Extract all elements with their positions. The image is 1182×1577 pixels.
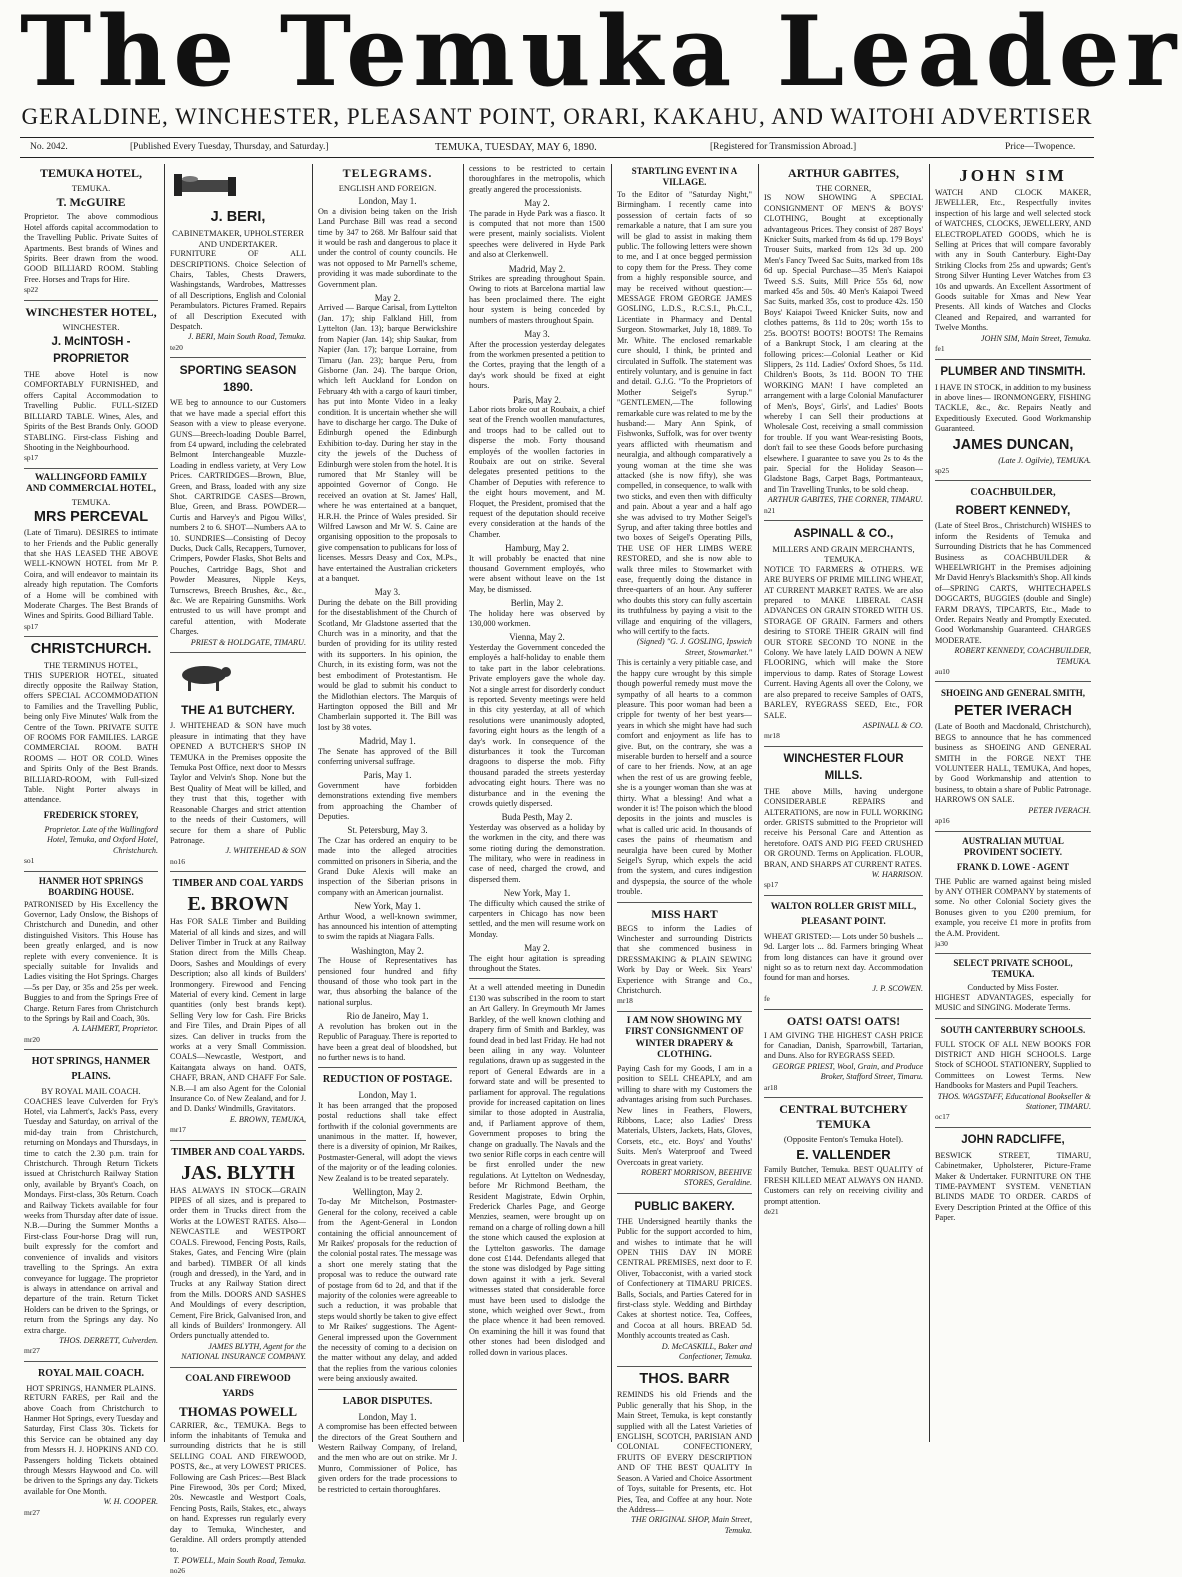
advert-code: ja30 (935, 938, 948, 948)
dateline: New York, May 1. (503, 888, 571, 899)
separator (170, 357, 306, 358)
advert-heading: JOHN SIM (959, 166, 1067, 185)
advert-body: (Late of Timaru). DESIRES to intimate to her Friends and the Public generally that she HAS LEASED THE ABOVE WELL-KNOWN HOTEL from Mr P. Coira, and will endeavor to maintain its already high reputation. The Comforts of a Home will be combined with Moderate Charges. The Best Brands of Wines and Spirits. Good Billiard Table. (24, 528, 158, 621)
advert-code: ap16 (935, 816, 950, 826)
news-paragraph: It will probably be enacted that nine thousand Government employés, who were absent without leave on the 1st May, be dismissed. (469, 553, 605, 594)
separator (935, 681, 1091, 682)
advert-code: mr20 (24, 1034, 40, 1044)
advert-subheading: WINCHESTER. (62, 321, 120, 332)
advert-code: n21 (764, 505, 776, 515)
news-paragraph: The Czar has ordered an enquiry to be made into the alleged atrocities committed on prisoners in Siberia, and the Grand Duke Alexis will make an inspection of the Siberian prisons in company with an American journalist. (318, 835, 457, 897)
advert-heading: WINCHESTER FLOUR MILLS. (783, 752, 904, 782)
separator (617, 1011, 752, 1012)
section-heading: LABOR DISPUTES. (342, 1395, 433, 1407)
dateline: Madrid, May 2. (508, 263, 566, 274)
column-divider (312, 164, 313, 1442)
advert-subheading: TEMUKA. (71, 183, 111, 193)
separator (764, 1009, 923, 1010)
advert-heading: SPORTING SEASON 1890. (179, 363, 297, 395)
news-paragraph: Government have forbidden demonstrations extending five members from approaching the Chamber of Deputies. (318, 780, 457, 821)
news-paragraph: cessions to be restricted to certain thoroughfares in the metropolis, which greatly angered the processionists. (469, 164, 605, 194)
separator (764, 746, 923, 747)
advert-robert-kennedy (935, 485, 1091, 677)
advert-amp-society (935, 836, 1091, 950)
dateline: New York, May 1. (354, 901, 421, 912)
advert-arthur-gabites (764, 166, 923, 516)
advert-body: THE Undersigned heartily thanks the Public for the support accorded to him, and wishes to intimate that he will OPEN THIS DAY IN MORE CENTRAL PREMISES, next door to F. Oliver, Tobacconist, with a varied stock of Confectionery at TIMARU PRICES. Balls, Socials, and Parties Catered for in first-class style. Wedding and Birthday Cakes at shortest notice. Tea, Coffees, and Cocoa at all hours. BREAD 5d. Monthly accounts treated as Cash. (617, 1216, 752, 1341)
advert-heading: WALLINGFORD FAMILY AND COMMERCIAL HOTEL, (25, 472, 157, 494)
separator (170, 1140, 306, 1141)
news-paragraph: Strikes are spreading throughout Spain. Owing to riots at Barcelona martial law has been proclaimed there. The eight hour system is being conceded by numbers of masters throughout Spain. (469, 274, 605, 325)
advert-code: fe (764, 994, 770, 1004)
dateline: May 3. (524, 329, 550, 340)
article-signature: (Signed) "G. J. GOSLING, Ipswich Street, Stowmarket." (636, 637, 752, 657)
price: Price—Twopence. (1005, 142, 1076, 152)
advert-hanmer-coaches (24, 1054, 158, 1357)
advert-subheading: THE TERMINUS HOTEL, (43, 660, 139, 671)
advert-code: mr18 (617, 996, 633, 1006)
advert-body: IS NOW SHOWING A SPECIAL CONSIGNMENT OF MEN'S & BOYS' CLOTHING, Bought at exceptionally advantageous Prices. They consist of 287 Boys' Knicker Suits, marked from 4s 6d up. 179 Boys' Trouser Suits, marked from 12s 3d up. 200 Men's Fancy Tweed Sac Suits, marked from 18s 6d up. Special Purchase—35 Men's Kaiapoi Tweed S.S. Suits, Mill Price 55s 6d, now marked 45s and 50s. 40 Men's Kaiapoi Tweed Sac Suits, marked 35s, cost to produce 42s. 150 Boys' Kaiapoi Tweed Knicker Suits, now and clothes patterns, 8s 11d to 20s; worth 15s to 25s. BOOTS! BOOTS! BOOTS! The Remains of a Bankrupt Stock, I am clearing at the following prices:—Colonial Leather or Kid Slippers, 2s 11d. Ladies' Oxford Shoes, 5s 11d. Children's Boots, 3s 11d. BOON TO THE WORKING MAN! I have completed an arrangement with a large Colonial Manufacturer of Men's, Boys', Girls', and Ladies' Boots whereby I can Sell their productions at Wholesale Cost, receiving a small commission for trouble. If you want Wear-resisting Boots, don't fail to see these Goods before purchasing elsewhere. I guarantee to save you 2s to 4s the pair. Special for the Holiday Season—Gladstone Bags, Carpet Bags, Portmanteaux, and Tin Travelling Trunks, to be sold cheap. (764, 193, 923, 494)
advertiser-name: JAMES DUNCAN, (952, 436, 1074, 453)
advert-code: sp17 (24, 621, 39, 631)
advert-hanmer-boarding-house (24, 876, 158, 1046)
separator (469, 978, 605, 979)
advert-heading: CENTRAL BUTCHERY TEMUKA (779, 1102, 908, 1132)
advert-peter-iverach (935, 686, 1091, 826)
advert-code: sp25 (935, 465, 950, 475)
advert-winter-drapery (617, 1016, 752, 1189)
advert-body: THE Public are warned against being misled by ANY OTHER COMPANY by statements of some. No other Colonial Society gives the Bonuses given to you £200 premium, for example, you receive £1 more in profits from the A.M. Provident. (935, 876, 1091, 938)
advert-code: so1 (24, 856, 35, 866)
dateline: London, May 1. (358, 196, 417, 207)
advert-code: mr18 (764, 731, 780, 741)
article-body: To the Editor of "Saturday Night," Birmingham. I recently came into possession of certain facts of so remarkable a nature, that I am sure you will be glad to assist in making them public. The following letters were shown to me, and I at once begged permission to copy them for the Press. They come from a highly responsible source, and may be received without question:— MESSAGE FROM GEORGE JAMES GOSLING, L.D.S., R.C.S.I., Ph.C.I., Licentiate in Pharmacy and Dental Surgeon. Stowmarket, July 18, 1889. To Mr. White. The enclosed remarkable cure should, I think, be printed and circulated in Suffolk. The statement was entirely voluntary, and is genuine in fact and detail. G.J.G. "To the Proprietors of Mother Seigel's Syrup." "GENTLEMEN,—The following remarkable cure was related to me by the husband:— Mary Ann Spink, of Fishwonks, Suffolk, was for over twenty years afflicted with rheumatism and neuralgia, and although comparatively a young woman at the time she was attacked (she is now fifty), she was compelled, in consequence, to walk with two sticks, and even then with difficulty and pain. About a year and a half ago she was advised to try Mother Seigel's Syrup, and after taking three bottles and two boxes of Seigel's Operating Pills, THE USE OF HER LIMBS WERE RESTORED, and she is now able to walk three miles to Stowmarket with ease, frequently doing the distance in three-quarters of an hour. Any sufferer who doubts this story can fully ascertain its truthfulness by paying a visit to the village and enquiring of the villagers, who will certify to the facts. (617, 190, 752, 637)
separator (617, 1366, 752, 1367)
advert-body: WATCH AND CLOCK MAKER, JEWELLER, Etc., Respectfully invites inspection of his large and well selected stock of WATCHES, CLOCKS, JEWELLERY, AND ELECTROPLATED GOODS, which he is Selling at Prices that will compare favorably with any in South Canterbury. Eight-Day Striking Clocks from 25s and upwards; Gent's Strong Silver Hunting Lever Watches from £3 10s and upwards. An Excellent Assortment of Goods suitable for Xmas and New Year Presents. All kinds of Watches and Clocks Cleaned and Repaired, and warranted for Twelve Months. (935, 188, 1091, 333)
advert-winchester-flour-mills (764, 751, 923, 891)
advert-subheading: THE CORNER, (815, 183, 872, 193)
separator (617, 1193, 752, 1194)
column-2 (170, 164, 306, 1576)
column-divider (758, 164, 759, 1442)
advert-signature: PRIEST & HOLDGATE, TIMARU. (190, 637, 306, 647)
advert-body: THE above Hotel is now COMFORTABLY FURNISHED, and offers Capital Accommodation to Travelling Public. FULL-SIZED BILLIARD TABLE. Wines, Ales, and Spirits of the Best Brands Only. GOOD STABLING. First-class Fishing and Shooting in the Neighbourhood. (24, 370, 158, 452)
advert-signature: W. H. COOPER. (103, 1497, 158, 1507)
news-paragraph: Arthur Wood, a well-known swimmer, has announced his intention of attempting to swim the rapids at Niagara Falls. (318, 911, 457, 942)
advert-body: WE beg to announce to our Customers that we have made a special effort this Season with a view to please everyone. GUNS—Breech-loading Double Barrel, from £4 upward, including the celebrated Belmont Interchangeable Muzzle-Loading in endless variety, at Very Low Prices. CARTRIDGES—Brown, Blue, Green, and Brass, loaded with any size Shot. CARTRIDGE CASES—Brown, Blue, Green, and Brass. POWDER—Curtis and Harvey's and Pigou Wilks', numbers 2 to 6. SHOT—Numbers AA to 10. SUNDRIES—Consisting of Decoy Ducks, Duck Calls, Recappers, Turnover, Crimpers, Powder Flasks, Shot Belts and Pouches, Cartridge Bags, Shot and Powder Measures, Nipple Keys, Turnscrews, Breech Brushes, &c., &c., &c. We are Repairing Gunsmiths. Work entrusted to us will have prompt and careful attention, with Moderate Charges. (170, 398, 306, 637)
separator (170, 871, 306, 872)
advert-body: (Late of Booth and Macdonald, Christchurch), BEGS to announce that he has commenced business as SHOEING AND GENERAL SMITH in the FORGE NEXT THE VOLUNTEER HALL, TEMUKA, And hopes, by Good Workmanship and attention to business, to obtain a share of Public Patronage. HARROWS ON SALE. (935, 722, 1091, 805)
advert-body: THE above Mills, having undergone CONSIDERABLE REPAIRS and ALTERATIONS, are now in FULL WORKING order. GRISTS submitted to the Proprietor will receive his Personal Care and Attention as heretofore. OATS AND PIG FEED CRUSHED OR GROUND. Terms on Application. FLOUR, BRAN, AND SHARPS AT CURRENT RATES. (764, 786, 923, 869)
news-paragraph: The eight hour agitation is spreading throughout the States. (469, 953, 605, 974)
dateline: Vienna, May 2. (509, 632, 565, 643)
bed-illustration-icon (170, 168, 240, 200)
dateline: May 2. (524, 198, 550, 209)
advert-private-school (935, 958, 1091, 1013)
advertiser-name: ROBERT KENNEDY, (955, 503, 1071, 518)
masthead-bottom-rule (20, 157, 1094, 158)
advert-signature: E. BROWN, TEMUKA, (229, 1114, 306, 1124)
dateline: May 2. (374, 293, 401, 304)
article-body: This is certainly a very pitiable case, and the happy cure wrought by this simple though powerful remedy must move the sympathy of all hearts to a common pleasure. This poor woman had been a cripple for twenty of her best years—years in which she might have had such comfort and enjoyment as life has to give. But, on the contrary, she was a miserable burden to herself and a source of care to her friends. Now, at an age when the rest of us are growing feeble, she is a younger woman than she was at thirty. What a blessing! And what a wonder it is! The poison which the blood deposits in the joints and muscles is what is called uric acid. In thousands of cases the pains of rheumatism and neuralgia have been cured by Mother Seigel's Syrup, which expels the acid from the system, and cures indigestion and dyspepsia, the source of the whole trouble. (617, 658, 752, 897)
news-paragraph: Labor riots broke out at Roubaix, a chief seat of the French woollen manufactures, and troops had to be called out to disperse the mob. Forty thousand employés of the woollen factories in Roubaix are out on strike. Several delegates presented petitions to the Chamber of Deputies with reference to the eight hours movement, and M. Floquet, the President, promised that the request of the deputation should receive every consideration at the hands of the Chamber. (469, 404, 605, 539)
advert-royal-mail-coach (24, 1366, 158, 1518)
advert-heading: TIMBER AND COAL YARDS (172, 878, 304, 890)
advert-signature: J. BERI, Main South Road, Temuka. (187, 332, 306, 342)
advert-signature: JOHN SIM, Main Street, Temuka. (980, 333, 1091, 343)
advert-body: HIGHEST ADVANTAGES, especially for MUSIC and SINGING. Moderate Terms. (935, 992, 1091, 1013)
advert-thos-barr (617, 1371, 752, 1536)
advert-signature: ROBERT KENNEDY, COACHBUILDER, TEMUKA. (954, 646, 1091, 666)
advert-heading: PLUMBER AND TINSMITH. (940, 365, 1086, 378)
advert-body: I HAVE IN STOCK, in addition to my business in above lines— IRONMONGERY, FISHING TACKLE, &c., &c. Repairs Neatly and Expeditiously Executed. Good Workmanship Guaranteed. (935, 382, 1091, 434)
news-paragraph: Yesterday the Government conceded the employés a half-holiday to enable them to take part in the labor celebrations. Private employers gave the whole day. Not a single arrest for disorderly conduct is reported. Seventy meetings were held in this city yesterday, at all of which resolutions were unanimously adopted, favoring eight hours as the length of a day's work. In consequence of the disturbances it took the Turcoman dragoons to disperse the mob. Fifty thousand paraded the streets yesterday advocating eight hours. There was no disturbance and in the evening the crowds quietly dispersed. (469, 642, 605, 808)
advert-central-butchery (764, 1102, 923, 1217)
news-paragraph: A compromise has been effected between the directors of the Great Southern and Western Railway Company, of Ireland, and the men who are out on strike. Mr J. Munro, Commissioner of Police, has given orders for the trade processions to be restricted to certain thoroughfares. (318, 1422, 457, 1494)
advert-signature: W. HARRISON. (871, 869, 923, 879)
advert-body: Has FOR SALE Timber and Building Material of all kinds and sizes, and will Deliver Timber in Truck at any Railway Station direct from the Mills Cheap. Doors, Sashes and Mouldings of every Description; also all kinds of Builders' Ironmongery. Firewood and Fencing Material of every kind. Cement in large quantities (only best brands kept). Selling Very low for Cash. Fire Bricks and Fire Tiles, and Drain Pipes of all sizes. Can deliver in trucks from the works at a very Small Commission. COALS—Newcastle, Westport, and Kaitangata always on hand. OATS, CHAFF, BRAN, AND CHAFF For Sale. N.B.—I am also Agent for the Colonial Insurance Co. of New Zealand, and for J. and D. Danks' Windmills, Gravitators. (170, 917, 306, 1114)
advert-code: mr27 (24, 1346, 40, 1356)
column-divider (929, 164, 930, 1442)
separator (617, 902, 752, 903)
news-paragraph: Yesterday was observed as a holiday by the workmen in the city, and there was some rioting during the demonstration. The military, who were in readiness in case of need, charged the crowd, and dispersed them. (469, 822, 605, 884)
advert-signature: (Late J. Ogilvie), TEMUKA. (998, 455, 1091, 465)
separator (24, 468, 158, 469)
advert-signature: THE ORIGINAL SHOP, Main Street, Temuka. (631, 1515, 752, 1535)
advert-body: HAS ALWAYS IN STOCK—GRAIN PIPES of all sizes, and is prepared to order them in Trucks direct from the Works at the LOWEST RATES. Also—NEWCASTLE and WESTPORT COALS. Firewood, Fencing Posts, Rails, Stakes, Gates, and Fencing Wire (plain and barbed). TIMBER Of all kinds (rough and dressed), in the Yard, and in Trucks at any Railway Station direct from the Mills. DOORS AND SASHES And Mouldings of every description, Cement, Fire Brick, Galvanised Iron, and all kinds of Builders' Ironmongery. All Orders punctually attended to. (170, 1185, 306, 1341)
news-paragraph: Arrived — Barque Carisal, from Lyttelton (Jan. 17); ship Falkland Hill, from Lyttelton (Jan. 13); barque Berwickshire from Napier (Jan. 14); ship Saukar, from Napier (Jan. 17); barque Lorraine, from Timaru (Jan. 23); barque Peru, from Gisborne (Jan. 24). The barque Orion, which left Auckland for London on February 4th with a cargo of kauri timber, has put into Monte Video in a leaky condition. It is uncertain whether she will have to discharge her cargo. The Duke of Edinburgh opened the Edinburgh Exhibition to-day. During her stay in the city the jewels of the Duchess of Edinburgh were stolen from the hotel. It is rumored that Mr Stanley will be appointed Governor of Congo. He received an ovation at St. James' Hall, where he was entertained at a banquet, H.R.H. the Prince of Wales presided. Sir Wilfred Lawson and Mr W. S. Caine are organising opposition to the proposals to give compensation to publicans for loss of licenses. Messrs Deasy and Cox, M.Ps., have entertained the Australian cricketers at a banquet. (318, 303, 458, 584)
separator (24, 871, 158, 872)
advert-heading: COACHBUILDER, (970, 487, 1056, 499)
column-5 (617, 164, 752, 1535)
news-paragraph: It has been arranged that the proposed postal reductions shall take effect forthwith if the colonial governments are unanimous in the matter. If, however, there is a diversity of opinion, Mr Raikes, Postmaster-General, will adopt the views of the majority or of the leading colonies. New Zealand is to be treated separately. (318, 1100, 457, 1183)
advert-code: sp17 (24, 453, 39, 463)
advert-heading: J. BERI, (210, 209, 266, 226)
advertiser-name: THOMAS POWELL (178, 1403, 298, 1419)
news-paragraph: The House of Representatives has pensioned four hundred and fifty thousand of those who took part in the war, thus absorbing the balance of the national surplus. (318, 956, 457, 1007)
advertiser-name: FRANK D. LOWE - AGENT (956, 861, 1070, 872)
advert-heading: SELECT PRIVATE SCHOOL, TEMUKA. (953, 958, 1073, 980)
advert-miss-hart (617, 907, 752, 1007)
advert-code: mr27 (24, 1507, 40, 1517)
dateline: Hamburg, May 2. (505, 543, 569, 554)
separator (24, 636, 158, 637)
news-paragraph: The holiday here was observed by 130,000 workmen. (469, 608, 605, 629)
advert-body: Paying Cash for my Goods, I am in a position to SELL CHEAPLY, and am willing to share with my Customers the advantages arising from such Purchases. New lines in Feathers, Flowers, Ribbons, Lace; also Ladies' Dress Materials, Ulsters, Jackets, Hats, Gloves, Corsets, etc., etc. Boys' and Youths' Suits. Men's Waterproof and Tweed Overcoats in great variety. (617, 1063, 752, 1167)
separator (764, 1097, 923, 1098)
advert-body: FULL STOCK OF ALL NEW BOOKS FOR DISTRICT AND HIGH SCHOOLS. Large Stock of SCHOOL STATIONERY, Supplied to Committees on Lowest Terms. New Handbooks for Masters and Pupil Teachers. (935, 1039, 1091, 1091)
advert-heading: JOHN RADCLIFFE, (961, 1133, 1065, 1146)
advert-code: no26 (170, 1566, 185, 1576)
news-paragraph: A revolution has broken out in the Republic of Paraguay. There is reported to have been a great deal of bloodshed, but no further news is to hand. (318, 1021, 457, 1062)
advert-sporting-season (170, 362, 306, 648)
column-divider (611, 164, 612, 1442)
advert-james-duncan (935, 364, 1091, 477)
advert-code: sp17 (764, 880, 779, 890)
advert-code: de21 (764, 1207, 779, 1217)
separator (170, 1367, 306, 1368)
advert-heading: I AM NOW SHOWING MY FIRST CONSIGNMENT OF WINTER DRAPERY & CLOTHING. (625, 1015, 744, 1061)
advert-heading: HOT SPRINGS, HANMER PLAINS. (31, 1056, 151, 1083)
issue-date: TEMUKA, TUESDAY, MAY 6, 1890. (435, 142, 597, 153)
advert-beri (170, 164, 306, 353)
advertiser-name: PETER IVERACH (954, 703, 1072, 720)
advert-body: (Late of Steel Bros., Christchurch) WISHES to inform the Residents of Temuka and Surrounding Districts that he has Commenced Business as COACHBUILDER & WHEELWRIGHT in the Premises adjoining Mr David Henry's Blacksmith's Shop. All kinds of—SPRING CARTS, WHITECHAPELS DOGCARTS, BUGGIES (double and Single) FARM DRAYS, TIPCARTS, Etc., Made to Order. Repairs Neatly and Promptly Executed. Good Workmanship Guaranteed. CHARGES MODERATE. (935, 521, 1092, 645)
dateline: London, May 1. (358, 1090, 417, 1101)
separator (935, 953, 1091, 954)
dateline: Buda Pesth, May 2. (501, 812, 573, 823)
dateline: May 2. (524, 943, 550, 954)
separator (764, 895, 923, 896)
advert-body: THIS SUPERIOR HOTEL, situated directly opposite the Railway Station, offers SPECIAL ACCOMMODATION to Families and the Travelling Public, being only Five Minutes' Walk from the Centre of the Town. PRIVATE SUITE OF ROOMS FOR FAMILIES. LARGE COMMERCIAL ROOM. BATH ROOMS — HOT OR COLD. Wines and Spirits Only of the Best Brands. BILLIARD-ROOM, with Full-sized Table. Night Porter always in attendance. (24, 670, 158, 805)
advert-body: WHEAT GRISTED:— Lots under 50 bushels ... 9d. Larger lots ... 8d. Farmers bringing Wheat from long distances can have it ground over night so as to return next day. Accommodation found for man and horses. (764, 931, 923, 983)
separator (24, 300, 158, 301)
advert-body: PATRONISED by His Excellency the Governor, Lady Onslow, the Bishops of Christchurch and Dunedin, and other distinguished Visitors. This House has been greatly enlarged, and is now replete with every convenience. It is specially suitable for Invalids and Ladies visiting the Hot Springs. Charges—5s per Day, or 35s and 25s per week. Buggies to and from the Springs Free of Charge. Return Fares from Christchurch to the Springs by Rail and Coach, 30s. (24, 899, 158, 1023)
article-heading: STARTLING EVENT IN A VILLAGE. (631, 166, 738, 187)
advertiser-name: E. BROWN (187, 893, 289, 916)
section-heading: REDUCTION OF POSTAGE. (322, 1074, 453, 1086)
advert-signature: PETER IVERACH. (1028, 805, 1091, 815)
publication-schedule: [Published Every Tuesday, Thursday, and Saturday.] (130, 142, 329, 152)
news-paragraph: The difficulty which caused the strike of carpenters in Chicago has now been settled, and the men will resume work on Monday. (469, 898, 605, 939)
dateline: Rio de Janeiro, May 1. (346, 1011, 429, 1022)
dateline: May 3. (374, 587, 401, 598)
column-7 (935, 164, 1091, 1442)
dateline: London, May 1. (358, 1411, 417, 1422)
advert-heading: HANMER HOT SPRINGS BOARDING HOUSE. (38, 875, 144, 897)
separator (24, 1361, 158, 1362)
newspaper-title: The Temuka Leader (20, 0, 1182, 108)
advert-heading: SHOEING AND GENERAL SMITH, (940, 688, 1086, 699)
column-divider (164, 164, 165, 1442)
advert-a1-butchery (170, 657, 306, 867)
advert-heading: TEMUKA HOTEL, (39, 166, 143, 180)
advert-subheading: Conducted by Miss Foster. (967, 982, 1059, 993)
advert-body: BESWICK STREET, TIMARU, Cabinetmaker, Upholsterer, Picture-Frame Maker & Undertaker. FURNITURE ON THE TIME-PAYMENT SYSTEM. VENETIAN BLINDS MADE TO ORDER. CARDS of Every Description Printed at the Office of this Paper. (935, 1150, 1091, 1223)
advert-e-brown (170, 876, 306, 1136)
dateline: Madrid, May 1. (359, 736, 416, 747)
proprietor-name: T. McGUIRE (56, 195, 126, 210)
advert-code: fe1 (935, 344, 945, 354)
advert-subheading: TEMUKA. (71, 496, 111, 507)
advert-thomas-powell (170, 1372, 306, 1577)
advert-heading: THOS. BARR (639, 1371, 730, 1388)
advert-body: CARRIER, &c., TEMUKA. Begs to inform the inhabitants of Temuka and surrounding districts that he is still SELLING COAL AND FIREWOOD, POSTS, &c., at very LOWEST PRICES. Following are Cash Prices:—Best Black Pine Firewood, 30s per Cord; Mixed, 20s. Newcastle and Westport Coals, Fencing Posts, Rails, Stakes, etc., always on hand. Expresses run regularly every day to Temuka, Winchester, and Geraldine. All orders promptly attended to. (170, 1420, 306, 1555)
advert-signature: ROBERT MORRISON, BEEHIVE STORES, Geraldine. (640, 1167, 752, 1188)
advert-heading: ARTHUR GABITES, (788, 166, 899, 180)
advert-heading: WINCHESTER HOTEL, (25, 304, 157, 319)
separator (318, 1067, 457, 1068)
advert-school-books (935, 1023, 1091, 1123)
advert-heading: SOUTH CANTERBURY SCHOOLS. (940, 1024, 1086, 1035)
advert-signature: JAMES BLYTH, Agent for the NATIONAL INSURANCE COMPANY. (181, 1341, 306, 1362)
masthead (0, 0, 1182, 153)
column-3-telegrams (318, 164, 458, 1494)
advert-signature: J. P. SCOWEN. (872, 983, 923, 993)
advertiser-name: E. VALLENDER (796, 1147, 891, 1163)
section-subheading: ENGLISH AND FOREIGN. (338, 183, 437, 193)
separator (764, 520, 923, 521)
advert-heading: COAL AND FIREWOOD YARDS (185, 1373, 291, 1399)
proprietor-name: J. McINTOSH - PROPRIETOR (51, 336, 131, 366)
column-1 (24, 164, 158, 1517)
advert-code: oc17 (935, 1112, 950, 1122)
news-paragraph: The Senate has approved of the Bill conferring universal suffrage. (318, 746, 457, 766)
advert-signature: J. WHITEHEAD & SON (225, 846, 306, 856)
column-4-news (469, 164, 605, 1442)
separator (935, 359, 1091, 360)
advert-john-sim (935, 166, 1091, 355)
registration-note: [Registered for Transmission Abroad.] (710, 142, 857, 152)
advert-code: sp22 (24, 285, 39, 295)
dateline: Berlin, May 2. (510, 598, 564, 609)
advert-heading: AUSTRALIAN MUTUAL PROVIDENT SOCIETY. (962, 835, 1064, 857)
advert-code: mr17 (170, 1125, 186, 1135)
proprietor-name: MRS PERCEVAL (33, 509, 149, 526)
advert-body: NOTICE TO FARMERS & OTHERS. WE ARE BUYERS OF PRIME MILLING WHEAT, AT CURRENT MARKET RATES. We are also prepared to MAKE LIBERAL CASH ADVANCES ON GRAIN STORED WITH US. STORAGE OF GRAIN. Farmers and others desiring to STORE THEIR GRAIN will find OUR STORE SECOND TO NONE in the Colony. We have lately LAID DOWN A NEW FLOORING, which will make the Store impervious to damp. Rates of Storage Lowest Current. Having Agents all over the Colony, we are also prepared to receive Samples of OATS, BARLEY, RYEGRASS SEED, Etc., FOR SALE. (764, 564, 923, 720)
separator (170, 652, 306, 653)
advert-signature: Proprietor. Late of the Wallingford Hotel, Temuka, and Oxford Hotel, Christchurch. (44, 824, 158, 855)
advert-heading: CHRISTCHURCH. (30, 641, 152, 658)
advert-john-radcliffe (935, 1132, 1091, 1224)
advert-code: te20 (170, 342, 183, 352)
advert-heading: MISS HART (651, 906, 718, 921)
advert-heading: OATS! OATS! OATS! (786, 1013, 901, 1028)
news-paragraph: During the debate on the Bill providing for the disestablishment of the Church of Scotland, Mr Gladstone asserted that the Church was in a minority, and that the burden of providing for its utility rested with its supporters. In his opinion, the Church, in its existing form, was not the best embodiment of Protestantism. He would be glad to submit his conduct to the Midlothian electors. The Marquis of Hartington opposed the Bill and Mr Chamberlain supported it. The Bill was lost by 38 votes. (318, 597, 457, 732)
advert-aspinall (764, 525, 923, 742)
advert-temuka-hotel (24, 166, 158, 296)
dateline: Wellington, May 2. (352, 1186, 423, 1197)
dateline: Paris, May 1. (363, 770, 412, 781)
separator (935, 831, 1091, 832)
advert-wallingford-hotel (24, 473, 158, 632)
advert-heading: THE A1 BUTCHERY. (181, 703, 295, 718)
advert-heading: TIMBER AND COAL YARDS. (171, 1146, 305, 1158)
advert-subheading: HOT SPRINGS, HANMER PLAINS. (26, 1382, 156, 1393)
column-6 (764, 164, 923, 1442)
advert-body: Proprietor. The above commodious Hotel affords capital accommodation to the Travelling Public. Private Suites of Apartments. Best brands of Wines and Spirits. Beer drawn from the wood. GOOD BILLIARD ROOM. Stabling Free. Horses and Traps for Hire. (24, 212, 158, 284)
advert-signature: THOS. DERRETT, Culverden. (59, 1335, 158, 1345)
advert-signature: D. McCASKILL, Baker and Confectioner, Temuka. (661, 1341, 752, 1362)
newspaper-subtitle: GERALDINE, WINCHESTER, PLEASANT POINT, ORARI, KAKAHU, AND WAITOHI ADVERTISER (21, 104, 1093, 129)
advert-signature: A. LAHMERT, Proprietor. (72, 1024, 158, 1034)
advert-body: RETURN FARES, per Rail and the above Coach from Christchurch to Hanmer Hot Springs, every Tuesday and Saturday, First Class 30s. Tickets for this Service can be obtained any day from Messrs H. J. HOPKINS AND CO. Passengers holding Tickets obtained through Messrs Haywood and Co. will be driven to the Springs any day. Tickets available for One Month. (24, 1393, 158, 1496)
separator (935, 1127, 1091, 1128)
advert-signature: ARTHUR GABITES, THE CORNER, TIMARU. (767, 495, 923, 505)
advert-body: Family Butcher, Temuka. BEST QUALITY of FRESH KILLED MEAT ALWAYS ON HAND. Customers can rely on receiving civility and prompt attention. (764, 1165, 923, 1206)
advert-signature: ASPINALL & CO. (862, 720, 923, 730)
advert-body: J. WHITEHEAD & SON have much pleasure in intimating that they have OPENED A BUTCHER'S SHOP IN TEMUKA in the Premises opposite the Temuka Post Office, next door to Messrs Taylor and Velvin's Shop. None but the Best Quality of Meat will be killed, and they trust that this, together with Reasonable Charges and strict attention to the needs of their Customers, will secure for them a share of Public Patronage. (170, 721, 306, 845)
advert-subheading: BY ROYAL MAIL COACH. (41, 1086, 141, 1097)
bull-illustration-icon (170, 661, 240, 693)
advert-heading: PUBLIC BAKERY. (634, 1198, 735, 1213)
advert-heading: ASPINALL & CO., (793, 526, 894, 540)
advert-signature: T. POWELL, Main South Road, Temuka. (173, 1555, 306, 1565)
news-paragraph: After the procession yesterday delegates from the workmen presented a petition to the Cortes, praying that the length of a day's work should be fixed at eight hours. (469, 339, 605, 391)
advert-subheading: (Opposite Fenton's Temuka Hotel). (783, 1134, 904, 1145)
advert-signature: GEORGE PRIEST, Wool, Grain, and Produce Broker, Stafford Street, Timaru. (772, 1061, 923, 1082)
separator (318, 1389, 457, 1390)
advert-code: no16 (170, 856, 185, 866)
advert-heading: ROYAL MAIL COACH. (37, 1367, 145, 1379)
advert-body: BEGS to inform the Ladies of Winchester and surrounding Districts that she commenced business in DRESSMAKING & PLAIN SEWING Work by Day or Week. Six Years' Experience with Strange and Co., Christchurch. (617, 923, 752, 996)
masthead-top-rule (20, 137, 1094, 138)
proprietor-name: FREDERICK STOREY, (43, 809, 139, 820)
advert-public-bakery (617, 1198, 752, 1363)
column-divider (463, 164, 464, 1442)
news-paragraph: The parade in Hyde Park was a fiasco. It is computed that not more than 1500 were present, mainly socialists. Violent speeches were delivered in Hyde Park and also at Clerkenwell. (469, 208, 605, 260)
advert-body: I AM GIVING THE HIGHEST CASH PRICE for Canadian, Danish, Sparrowbill, Tartarian, and Duns. Also for RYEGRASS SEED. (764, 1030, 923, 1061)
advert-winchester-hotel (24, 305, 158, 464)
advert-oats (764, 1014, 923, 1093)
dateline: St. Petersburg, May 3. (347, 825, 428, 836)
advert-terminus-hotel (24, 641, 158, 866)
advert-subheading: MILLERS AND GRAIN MERCHANTS, TEMUKA. (772, 544, 915, 565)
dateline-bar (30, 140, 1084, 156)
advert-jas-blyth (170, 1145, 306, 1363)
separator (24, 1049, 158, 1050)
section-heading: TELEGRAMS. (342, 166, 433, 180)
advert-body: FURNITURE OF ALL DESCRIPTIONS. Choice Selection of Chairs, Tables, Chests Drawers, Washingstands, Wardrobes, Mattresses of all Descriptions, English and Colonial Perambulators. Pictures Framed. Repairs of all Description Executed with Despatch. (170, 249, 306, 332)
advert-code: au10 (935, 667, 950, 677)
advert-signature: THOS. WAGSTAFF, Educational Bookseller & Stationer, TIMARU. (937, 1091, 1091, 1111)
dateline: Washington, May 2. (351, 945, 424, 956)
advert-subheading: CABINETMAKER, UPHOLSTERER AND UNDERTAKER. (172, 228, 304, 249)
advert-heading: WALTON ROLLER GRIST MILL, PLEASANT POINT. (770, 901, 917, 927)
advert-code: ar18 (764, 1082, 778, 1092)
news-paragraph: To-day Mr Mitchelson, Postmaster-General for the colony, received a cable from the Agent-General in London containing the official announcement of Mr Raikes' proposals for the reduction of the colonial postal rates. The message was a short one merely stating that the proposal was to reduce the outward rate of postage from 6d to 2d, and that if the majority of the colonies were agreeable to such a reduction, it was probable that steps would shortly be taken to give effect to Mr Raikes' suggestions. The Agent-General impressed upon the Government the necessity of coming to a decision on the matter without any delay, and added that the replies from the various colonies were being anxiously awaited. (318, 1197, 457, 1384)
dateline: Paris, May 2. (513, 394, 561, 405)
issue-number: No. 2042. (30, 142, 68, 152)
advertiser-name: JAS. BLYTH (181, 1161, 295, 1184)
advert-walton-roller-mill (764, 900, 923, 1005)
news-paragraph: At a well attended meeting in Dunedin £130 was subscribed in the room to start an Art Gallery. In Greymouth Mr James Barkley, of the well known clothing and drapery firm of Smith and Barkley, was found dead in bed last Friday. He had not been ailing in any way. Volunteer regulations, drawn up as suggested in the report of General Edwards are in a forward state and will be presented to parliament for approval. The regulations provide for increased capitation on lines similar to those adopted in Australia, and, if Parliament approve of them, Government proposes to bring the change on gradually. The Navals and the two senior Rifle corps in each centre will be first enrolled under the new regulations. At Lyttelton on Wednesday, before Mr Richmond Beetham, the Resident Magistrate, Edwin Orphin, Frederick Charles Page, and George Menzies, seamen, were brought up on remand on a charge of rolling down a hill the stone which caused the explosion at the Lyttelton gasworks. The damage done cost £144. Defendants alleged that the stone was dislodged by Page sitting down against it with a jerk. Several witnesses stated that considerable force must have been used to dislodge the stone, which weighed over 9cwt., from the place whence it had been removed. On examining the hill it was found that other stones had been dislodged and rolled down in various places. (469, 983, 605, 1357)
separator (935, 480, 1091, 481)
advert-body: COACHES leave Culverden for Fry's Hotel, via Lahmert's, Jack's Pass, every Tuesday and Saturday, on arrival of the mid-day train from Christchurch, returning on Mondays and Thursdays, in time to catch the 2.30 p.m. train for Christchurch. Through Return Tickets issued at Christchurch Railway Station only, available by Bryant's Coach, on Mondays. First-class, 30s Return. Coach and Railway Tickets available for four weeks from Thursday after date of issue. N.B.—During the Summer Months a First-class Four-horse Drag will run, built expressly for the comfort and convenience of invalids and visitors travelling to the Springs. An extra conveyance for luggage. The proprietor is always in attendance on arrival and departure of the train. Return Ticket Holders can be driven to the Springs, or return from the Springs any day. No extra charge. (24, 1096, 158, 1335)
separator (935, 1018, 1091, 1019)
news-paragraph: On a division being taken on the Irish Land Purchase Bill was read a second time by 347 to 268. Mr Balfour said that it would be rash and dangerous to place it under the control of county councils. He was not opposed to Mr Parnell's scheme, providing it was made subordinate to the Government plan. (318, 206, 457, 289)
advert-body: REMINDS his old Friends and the Public generally that his Shop, in the Main Street, Temuka, is kept constantly supplied with all the Latest Varieties of ENGLISH, SCOTCH, PARISIAN AND COLONIAL CONFECTIONERY, FRUITS OF EVERY DESCRIPTION AND OF THE BEST QUALITY In Season. A Varied and Choice Assortment of Toys, suitable for Presents, etc. Hot Pies, Tea, and Coffee at any hour. Note the Address— (617, 1390, 752, 1514)
